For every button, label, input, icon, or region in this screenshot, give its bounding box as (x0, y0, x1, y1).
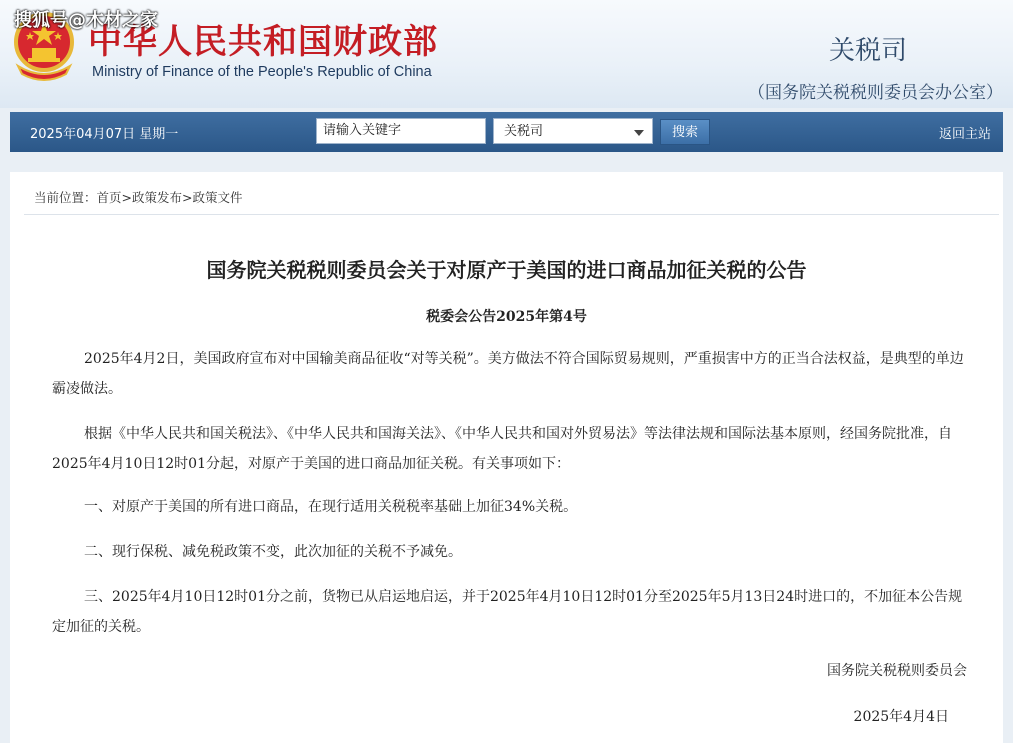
sign-date: 2025年4月4日 (853, 709, 949, 725)
watermark: 搜狐号@木材之家 (14, 10, 158, 31)
chevron-down-icon (634, 130, 644, 136)
paragraph: 一、对原产于美国的所有进口商品，在现行适用关税税率基础上加征34%关税。 (84, 499, 578, 515)
breadcrumb-separator: > (121, 190, 133, 205)
breadcrumb-prefix: 当前位置： (34, 190, 97, 205)
site-title: 中华人民共和国财政部 (88, 22, 438, 62)
department-select-value: 关税司 (504, 124, 544, 139)
paragraph: 2025年4月2日，美国政府宣布对中国输美商品征收“对等关税”。美方做法不符合国际贸易规则，严重损害中方的正当合法权益，是典型的单边霸凌做法。 (52, 351, 964, 397)
article-title: 国务院关税税则委员会关于对原产于美国的进口商品加征关税的公告 (206, 258, 807, 282)
paragraph: 三、2025年4月10日12时01分之前，货物已从启运地启运，并于2025年4月10日12时01分至2025年5月13日24时进口的，不加征本公告规定加征的关税。 (52, 589, 963, 635)
department-subtitle: （国务院关税税则委员会办公室） (748, 83, 1003, 103)
divider (24, 214, 999, 215)
home-link[interactable]: 返回主站 (938, 127, 991, 142)
breadcrumb (34, 188, 243, 206)
current-date: 2025年04月07日 星期一 (30, 127, 179, 142)
nav-bar (10, 112, 1003, 152)
search-input[interactable] (316, 118, 486, 144)
department-select[interactable] (493, 118, 653, 144)
document-number: 税委会公告2025年第4号 (426, 309, 587, 325)
search-button[interactable]: 搜索 (660, 119, 710, 145)
site-title-en: Ministry of Finance of the People's Republic of China (92, 64, 432, 80)
breadcrumb-policy-release[interactable]: 政策发布 (132, 190, 183, 205)
article-container (10, 172, 1003, 743)
paragraph: 二、现行保税、减免税政策不变，此次加征的关税不予减免。 (84, 544, 462, 560)
signature: 国务院关税税则委员会 (827, 663, 967, 679)
paragraph: 根据《中华人民共和国关税法》、《中华人民共和国海关法》、《中华人民共和国对外贸易法》等法律法规和国际法基本原则，经国务院批准，自2025年4月10日12时01分起，对原产于美国的进口商品加征关税。有关事项如下： (52, 426, 952, 472)
site-header (0, 0, 1013, 108)
breadcrumb-home[interactable]: 首页 (96, 190, 122, 205)
breadcrumb-separator: > (182, 190, 193, 205)
department-name: 关税司 (828, 36, 907, 66)
breadcrumb-policy-documents[interactable]: 政策文件 (192, 190, 243, 205)
